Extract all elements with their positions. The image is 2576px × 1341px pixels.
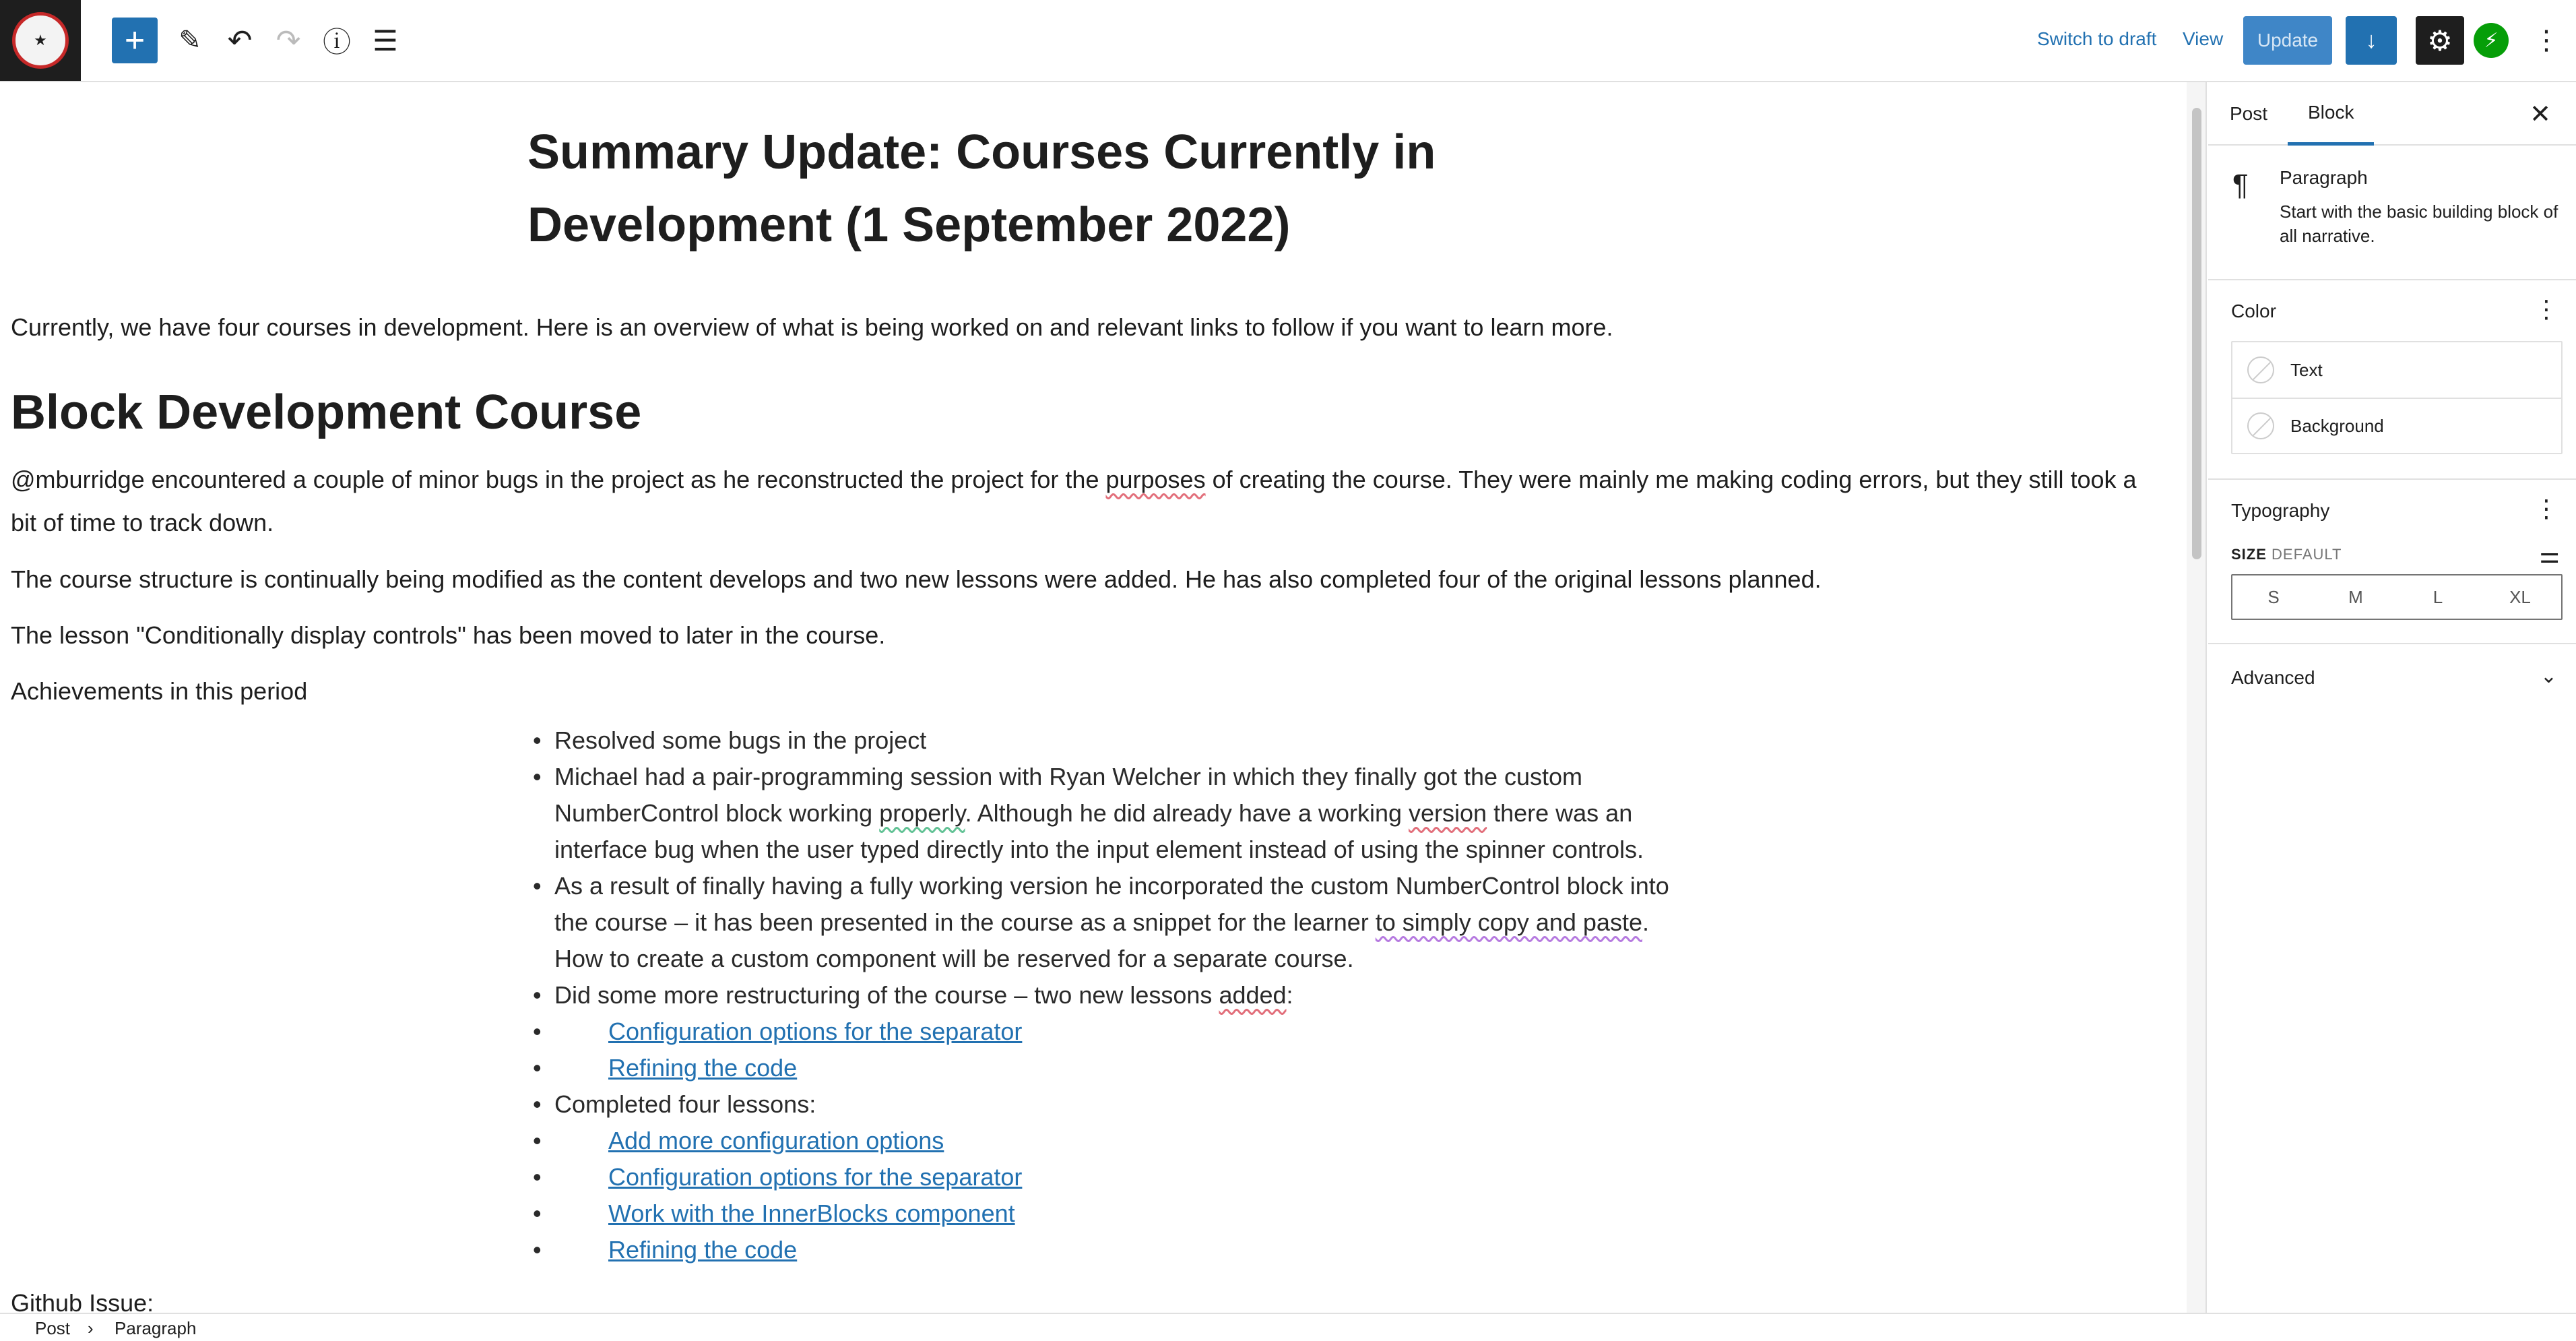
undo-button[interactable] (217, 18, 263, 63)
sublist-item (527, 1123, 1700, 1159)
text-run: Did some more restructuring of the course – two new lessons (554, 981, 1219, 1009)
update-button[interactable]: Update (2243, 16, 2332, 65)
details-button[interactable] (314, 18, 360, 63)
gear-icon: ⚙ (2427, 24, 2453, 57)
paragraph-achievements[interactable]: Achievements in this period (11, 677, 308, 705)
typography-panel-header (2208, 480, 2576, 536)
empty-swatch-icon (2247, 412, 2274, 439)
list-item (527, 722, 1700, 759)
empty-swatch-icon (2247, 356, 2274, 383)
lesson-link[interactable]: Configuration options for the separator (608, 1018, 1023, 1045)
more-vertical-icon: ⋮ (2534, 495, 2558, 522)
color-panel-header (2208, 280, 2576, 341)
editor-scrollbar[interactable] (2187, 82, 2207, 1313)
text-run: the course – it has been presented in the course as a snippet for the learner (554, 908, 1376, 936)
add-block-button[interactable] (112, 18, 158, 63)
sublist-item (527, 1195, 1700, 1232)
custom-size-button[interactable] (2540, 542, 2560, 569)
paragraph-github[interactable]: Github Issue: (11, 1289, 154, 1313)
redo-icon: ↷ (276, 24, 301, 57)
sublist-item (527, 1013, 1700, 1050)
size-value-text: DEFAULT (2272, 546, 2342, 563)
arrow-down-icon: ↓ (2365, 27, 2377, 53)
achievements-list[interactable] (527, 722, 1700, 1268)
text-run: of creating the course. They were mainly me making coding errors, but they still took a (1205, 466, 2137, 493)
redo-button[interactable] (265, 18, 311, 63)
grammar-word: properly (879, 799, 965, 827)
breadcrumb-paragraph[interactable]: Paragraph (115, 1318, 197, 1338)
block-description: Start with the basic building block of all narrative. (2280, 201, 2558, 246)
breadcrumb-separator-icon: › (88, 1318, 94, 1338)
spellcheck-word: version (1409, 799, 1487, 827)
post-title-line-2: Development (1 September 2022) (527, 198, 1291, 252)
text-run: As a result of finally having a fully working version he incorporated the custom NumberControl block into (554, 872, 1669, 900)
spellcheck-word: added (1219, 981, 1287, 1009)
size-option-s[interactable]: S (2267, 586, 2280, 607)
block-card (2208, 146, 2576, 280)
typography-panel (2208, 480, 2576, 644)
color-settings (2231, 341, 2563, 454)
list-line (554, 941, 1700, 977)
text-run: @mburridge encountered a couple of minor bugs in the project as he reconstructed the project for the (11, 466, 1106, 493)
intro-paragraph[interactable]: Currently, we have four courses in development. Here is an overview of what is being worked on and relevant links to follow if you want to learn more. (11, 313, 1613, 341)
typography-panel-title: Typography (2231, 500, 2330, 521)
jetpack-button[interactable] (2474, 23, 2509, 58)
text-run: interface bug when the user typed directly into the input element instead of using the spinner controls. (554, 836, 1644, 863)
lesson-link[interactable]: Configuration options for the separator (608, 1163, 1023, 1191)
list-item-text: Completed four lessons: (554, 1090, 816, 1118)
text-run: Michael had a pair-programming session with Ryan Welcher in which they finally got the custom (554, 763, 1583, 790)
text-run: NumberControl block working (554, 799, 880, 827)
list-view-button[interactable] (362, 18, 408, 63)
editor-header (0, 0, 2576, 82)
settings-button[interactable] (2416, 16, 2464, 65)
breadcrumb-post[interactable]: Post (35, 1318, 71, 1338)
color-options-button[interactable] (2533, 295, 2560, 323)
sublist-item (527, 1232, 1700, 1268)
info-icon: ⓘ (322, 26, 351, 58)
list-line (554, 832, 1700, 868)
font-size-picker (2231, 574, 2563, 620)
section-heading[interactable]: Block Development Course (11, 385, 642, 439)
background-color-label: Background (2290, 415, 2384, 436)
post-title[interactable] (527, 116, 1538, 261)
more-vertical-icon: ⋮ (2533, 26, 2560, 55)
font-size-row (2208, 536, 2576, 574)
list-item (527, 759, 1700, 868)
options-menu-button[interactable] (2533, 20, 2560, 61)
text-color-label: Text (2290, 359, 2323, 380)
text-run: there was an (1487, 799, 1633, 827)
background-color-button[interactable] (2232, 398, 2561, 453)
advanced-panel-toggle[interactable] (2208, 644, 2576, 709)
list-view-icon: ☰ (373, 24, 398, 57)
size-label-text: SIZE (2231, 546, 2267, 563)
text-color-button[interactable] (2232, 342, 2561, 398)
lesson-link[interactable]: Refining the code (608, 1054, 798, 1082)
sublist-item (527, 1050, 1700, 1086)
style-suggestion-phrase: to simply copy and paste (1375, 908, 1642, 936)
list-line (554, 868, 1700, 904)
view-button[interactable]: View (2183, 28, 2224, 49)
paragraph-bugs-line-2: bit of time to track down. (11, 509, 274, 536)
close-icon: ✕ (2530, 100, 2551, 129)
site-logo[interactable] (0, 0, 81, 81)
jetpack-icon: ⚡ (2484, 29, 2499, 52)
tools-button[interactable] (167, 18, 213, 63)
lesson-link[interactable]: Refining the code (608, 1236, 798, 1264)
pencil-icon: ✎ (179, 26, 201, 55)
size-option-xl[interactable]: XL (2509, 586, 2531, 607)
close-sidebar-button[interactable] (2523, 97, 2557, 131)
tab-post[interactable]: Post (2230, 103, 2268, 124)
list-line (554, 904, 1700, 941)
settings-sidebar (2208, 82, 2576, 1313)
text-run: : (1286, 981, 1293, 1009)
editor-canvas[interactable] (0, 82, 2187, 1313)
list-item (527, 977, 1700, 1013)
typography-options-button[interactable] (2533, 495, 2560, 523)
paragraph-icon: ¶ (2232, 168, 2249, 201)
post-title-line-1: Summary Update: Courses Currently in (527, 125, 1436, 179)
text-run: . Although he did already have a working (965, 799, 1409, 827)
list-line (554, 977, 1700, 1013)
color-panel (2208, 280, 2576, 480)
paragraph-lesson-moved[interactable]: The lesson "Conditionally display controls" has been moved to later in the course. (11, 621, 886, 649)
plus-icon: + (124, 21, 146, 60)
list-item (527, 868, 1700, 977)
sliders-icon: ⚌ (2539, 542, 2560, 568)
sidebar-tabs (2208, 82, 2576, 146)
text-run: How to create a custom component will be reserved for a separate course. (554, 945, 1354, 972)
block-breadcrumb (0, 1313, 2576, 1341)
switch-to-draft-button[interactable]: Switch to draft (2037, 28, 2157, 49)
list-line (554, 795, 1700, 832)
sublist-item (527, 1159, 1700, 1195)
undo-icon: ↶ (227, 24, 253, 57)
lesson-link[interactable]: Add more configuration options (608, 1127, 944, 1154)
spellcheck-word: purposes (1105, 466, 1206, 493)
block-name: Paragraph (2280, 167, 2368, 188)
logo-glyph: ★ (34, 32, 47, 49)
text-run: . (1642, 908, 1649, 936)
scrollbar-thumb[interactable] (2192, 108, 2201, 559)
paragraph-bugs-line-1 (11, 458, 2180, 501)
size-option-m[interactable]: M (2348, 586, 2363, 607)
logo-badge-icon (12, 12, 69, 69)
list-item (527, 1086, 1700, 1123)
tab-block[interactable]: Block (2288, 82, 2374, 146)
lesson-link[interactable]: Work with the InnerBlocks component (608, 1199, 1015, 1227)
paragraph-bugs[interactable] (11, 458, 2180, 544)
color-panel-title: Color (2231, 301, 2276, 321)
chevron-down-icon: ⌄ (2540, 665, 2557, 687)
size-option-l[interactable]: L (2433, 586, 2443, 607)
font-size-label (2231, 546, 2342, 563)
list-line (554, 759, 1700, 795)
advanced-panel-title: Advanced (2231, 667, 2315, 688)
more-vertical-icon: ⋮ (2534, 295, 2558, 323)
publish-options-button[interactable] (2346, 16, 2397, 65)
paragraph-structure[interactable]: The course structure is continually being modified as the content develops and two new lessons were added. He has also completed four of the original lessons planned. (11, 565, 1822, 593)
list-item-text: Resolved some bugs in the project (554, 726, 927, 754)
